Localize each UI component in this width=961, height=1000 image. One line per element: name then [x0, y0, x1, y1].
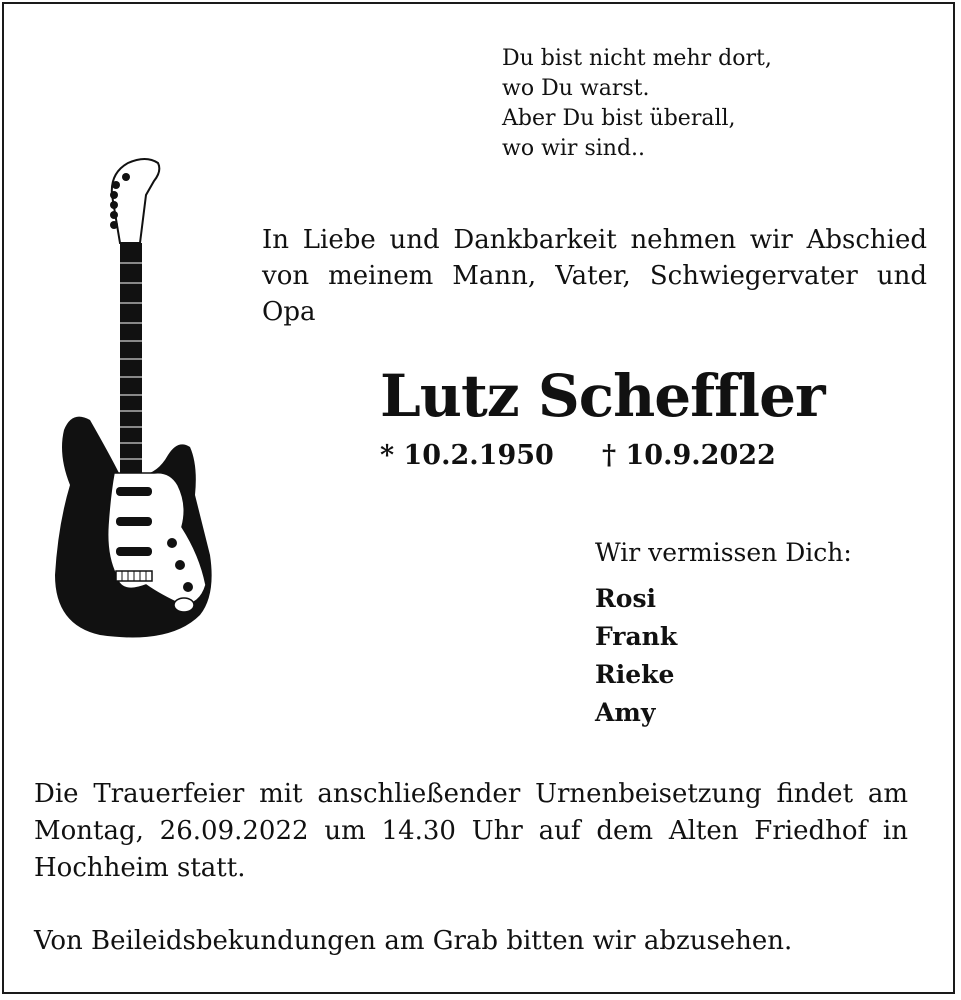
poem-line: wo wir sind.. — [502, 136, 646, 161]
poem-line: wo Du warst. — [502, 76, 650, 101]
mourner-name: Rieke — [595, 660, 675, 689]
deceased-name: Lutz Scheffler — [380, 362, 825, 430]
mourners-list — [595, 580, 677, 732]
poem — [502, 44, 772, 164]
electric-guitar-icon — [50, 155, 220, 645]
intro-text: In Liebe und Dankbarkeit nehmen wir Abschied von meinem Mann, Vater, Schwiegervater und Opa — [262, 225, 927, 327]
birth-date: * 10.2.1950 — [380, 440, 554, 471]
mourner-name: Amy — [595, 698, 656, 727]
mourner-name: Frank — [595, 622, 678, 651]
mourner-name: Rosi — [595, 584, 657, 613]
poem-line: Du bist nicht mehr dort, — [502, 46, 772, 71]
condolence-text: Von Beileidsbekundungen am Grab bitten wir abzusehen. — [34, 926, 793, 956]
death-date: † 10.9.2022 — [602, 440, 776, 471]
poem-line: Aber Du bist überall, — [502, 106, 736, 131]
ceremony-text: Die Trauerfeier mit anschließender Urnenbeisetzung findet am Montag, 26.09.2022 um 14.30 Uhr auf dem Alten Friedhof in Hochheim statt. — [34, 779, 908, 883]
mourners-heading: Wir vermissen Dich: — [595, 538, 852, 567]
